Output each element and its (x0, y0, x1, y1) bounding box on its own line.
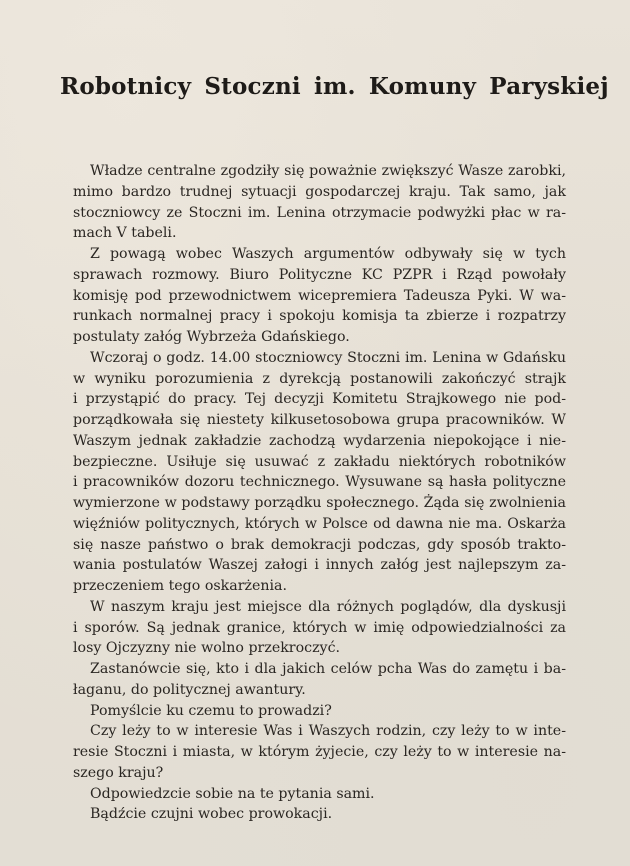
text-line: przeczeniem tego oskarżenia. (73, 578, 287, 594)
text-line: stoczniowcy ze Stoczni im. Lenina otrzymacie podwyżki płac w ra- (73, 204, 566, 221)
text-line: Czy leży to w interesie Was i Waszych rodzin, czy leży to w inte- (90, 723, 566, 740)
text-line: Waszym jednak zakładzie zachodzą wydarzenia niepokojące i nie- (73, 432, 566, 449)
paragraph-commission (73, 244, 566, 348)
text-line: więźniów politycznych, których w Polsce od dawna nie ma. Oskarża (73, 515, 566, 532)
paragraph-questions (73, 721, 566, 783)
text-line: i pracowników dozoru technicznego. Wysuwane są hasła polityczne (73, 474, 566, 491)
text-line: się nasze państwo o brak demokracji podczas, gdy sposób trakto- (73, 536, 566, 553)
text-line: szego kraju? (73, 764, 164, 781)
paragraph-wage-increase (73, 161, 566, 244)
text-line: Z powagą wobec Waszych argumentów odbywały się w tych (90, 246, 566, 262)
text-line: sprawach rozmowy. Biuro Polityczne KC PZPR i Rząd powołały (73, 266, 566, 283)
paragraph-think (73, 701, 566, 722)
text-line: porządkowała się niestety kilkusetosobowa grupa pracowników. W (73, 412, 566, 428)
text-line: Odpowiedzcie sobie na te pytania sami. (90, 785, 375, 802)
text-line: W naszym kraju jest miejsce dla różnych poglądów, dla dyskusji (90, 598, 566, 615)
text-line: Władze centralne zgodziły się poważnie zwiększyć Wasze zarobki, (90, 163, 566, 179)
document-body (73, 161, 566, 825)
document-title: Robotnicy Stoczni im. Komuny Paryskiej (60, 73, 609, 100)
text-line: i sporów. Są jednak granice, których w imię odpowiedzialności za (73, 619, 566, 636)
text-line: Zastanówcie się, kto i dla jakich celów pcha Was do zamętu i ba- (90, 661, 566, 677)
paragraph-strike-events (73, 348, 566, 597)
paragraph-answer (73, 784, 566, 805)
text-line: losy Ojczyzny nie wolno przekroczyć. (73, 640, 341, 657)
text-line: postulaty załóg Wybrzeża Gdańskiego. (73, 329, 350, 345)
text-line: wymierzone w podstawy porządku społecznego. Żąda się zwolnienia (73, 495, 566, 511)
paragraph-consider (73, 659, 566, 701)
paragraph-limits (73, 597, 566, 659)
text-line: Wczoraj o godz. 14.00 stoczniowcy Stoczni im. Lenina w Gdańsku (90, 349, 566, 366)
text-line: i przystąpić do pracy. Tej decyzji Komitetu Strajkowego nie pod- (73, 391, 566, 408)
text-line: resie Stoczni i miasta, w którym żyjecie, czy leży to w interesie na- (73, 744, 566, 760)
text-line: w wyniku porozumienia z dyrekcją postanowili zakończyć strajk (73, 370, 566, 387)
text-line: łaganu, do politycznej awantury. (73, 681, 306, 698)
text-line: bezpieczne. Usiłuje się usuwać z zakładu niektórych robotników (73, 453, 566, 470)
text-line: wania postulatów Waszej załogi i innych załóg jest najlepszym za- (73, 557, 566, 574)
text-line: komisję pod przewodnictwem wicepremiera Tadeusza Pyki. W wa- (73, 287, 566, 304)
text-line: Pomyślcie ku czemu to prowadzi? (90, 702, 332, 719)
text-line: Bądźcie czujni wobec prowokacji. (90, 806, 333, 823)
paragraph-vigilance (73, 804, 566, 825)
text-line: mach V tabeli. (73, 225, 177, 242)
text-line: runkach normalnej pracy i spokoju komisja ta zbierze i rozpatrzy (73, 308, 566, 325)
text-line: mimo bardzo trudnej sytuacji gospodarczej kraju. Tak samo, jak (73, 183, 566, 200)
